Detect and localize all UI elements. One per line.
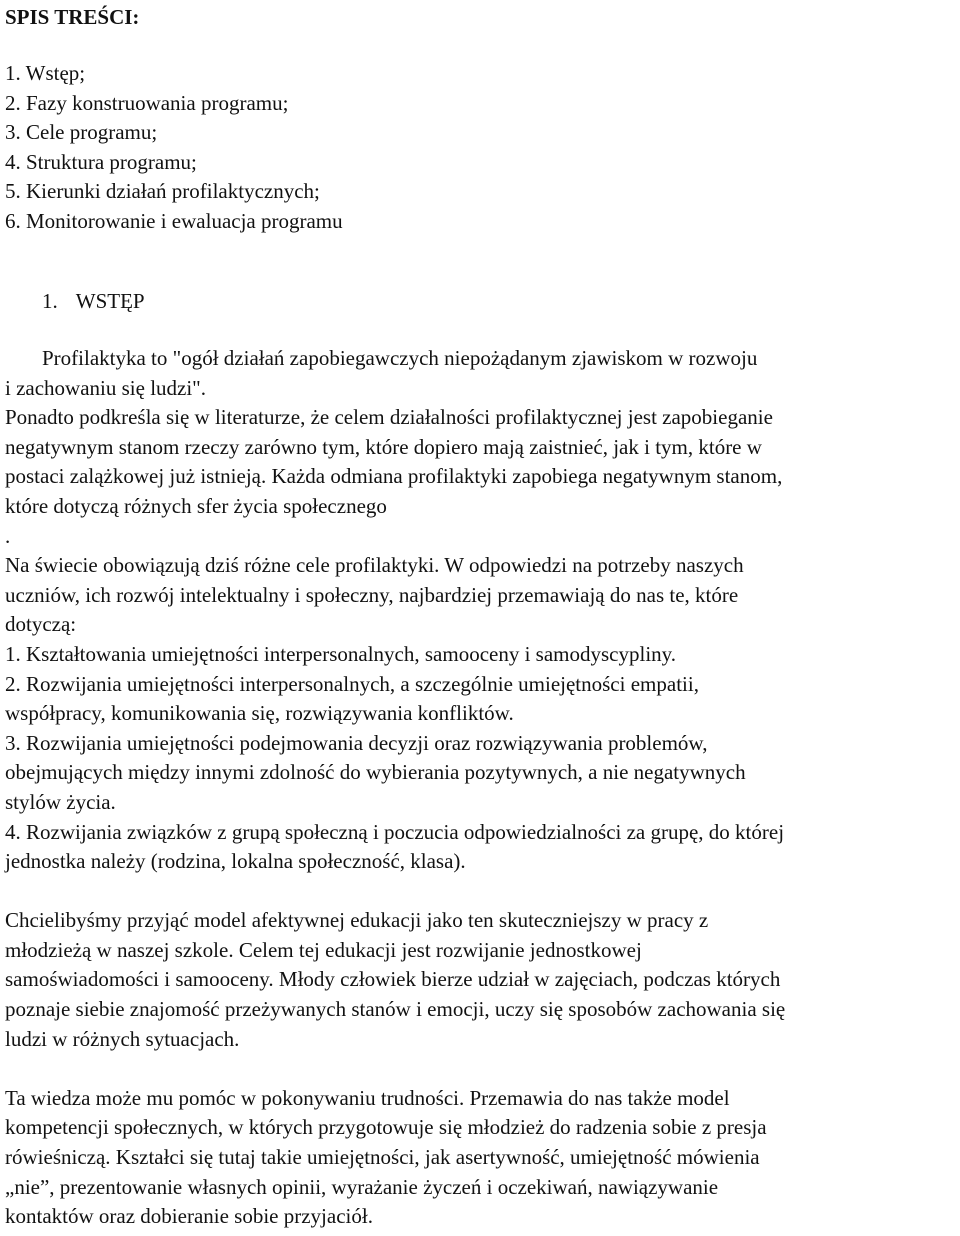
text-line: kontaktów oraz dobieranie sobie przyjaciół. xyxy=(5,1204,373,1229)
text-line: jednostka należy (rodzina, lokalna społeczność, klasa). xyxy=(5,849,466,874)
blank-line xyxy=(5,877,957,907)
text-line: Chcielibyśmy przyjąć model afektywnej edukacji jako ten skuteczniejszy w pracy z xyxy=(5,908,709,933)
text-line: 1. Kształtowania umiejętności interpersonalnych, samooceny i samodyscypliny. xyxy=(5,641,677,666)
text-line: 2. Rozwijania umiejętności interpersonalnych, a szczególnie umiejętności empatii, xyxy=(5,671,699,696)
text-line: kompetencji społecznych, w których przygotowuje się młodzież do radzenia sobie z presja xyxy=(5,1115,767,1140)
text-line: samoświadomości i samooceny. Młody człowiek bierze udział w zajęciach, podczas których xyxy=(5,967,781,992)
toc-item: 6. Monitorowanie i ewaluacja programu xyxy=(5,208,343,233)
text-line: . xyxy=(5,523,11,548)
blank-line xyxy=(5,1054,957,1084)
toc-title: SPIS TREŚCI: xyxy=(5,5,140,29)
text-line: które dotyczą różnych sfer życia społecznego xyxy=(5,493,387,518)
text-line: Ponadto podkreśla się w literaturze, że celem działalności profilaktycznej jest zapobieganie xyxy=(5,405,773,430)
text-line: i zachowaniu się ludzi". xyxy=(5,375,207,400)
toc-item: 2. Fazy konstruowania programu; xyxy=(5,90,289,115)
toc-item: 4. Struktura programu; xyxy=(5,149,197,174)
toc-item: 1. Wstęp; xyxy=(5,61,86,85)
text-line: postaci zalążkowej już istnieją. Każda odmiana profilaktyki zapobiega negatywnym stanom, xyxy=(5,464,783,489)
text-line: uczniów, ich rozwój intelektualny i społeczny, najbardziej przemawiają do nas te, które xyxy=(5,582,739,607)
paragraph xyxy=(5,1084,957,1232)
paragraph xyxy=(5,344,957,877)
text-line: rówieśniczą. Kształci się tutaj takie umiejętności, jak asertywność, umiejętność mówienia xyxy=(5,1145,760,1170)
text-line: współpracy, komunikowania się, rozwiązywania konfliktów. xyxy=(5,701,514,726)
text-line: ludzi w różnych sytuacjach. xyxy=(5,1026,240,1051)
text-line: stylów życia. xyxy=(5,789,116,814)
body-text xyxy=(5,344,957,1232)
toc-item: 5. Kierunki działań profilaktycznych; xyxy=(5,179,320,204)
toc-item: 3. Cele programu; xyxy=(5,120,158,145)
text-line: negatywnym stanom rzeczy zarówno tym, które dopiero mają zaistnieć, jak i tym, które w xyxy=(5,434,762,459)
toc-list xyxy=(5,59,343,237)
text-line: „nie”, prezentowanie własnych opinii, wyrażanie życzeń i oczekiwań, nawiązywanie xyxy=(5,1174,719,1199)
text-line: Profilaktyka to "ogół działań zapobiegawczych niepożądanym zjawiskom w rozwoju xyxy=(42,346,758,370)
paragraph xyxy=(5,906,957,1054)
text-line: 3. Rozwijania umiejętności podejmowania decyzji oraz rozwiązywania problemów, xyxy=(5,730,708,755)
text-line: Ta wiedza może mu pomóc w pokonywaniu trudności. Przemawia do nas także model xyxy=(5,1085,730,1110)
text-line: Na świecie obowiązują dziś różne cele profilaktyki. W odpowiedzi na potrzeby naszych xyxy=(5,553,744,578)
section-title: WSTĘP xyxy=(75,289,145,313)
text-line: dotyczą: xyxy=(5,612,77,637)
text-line: poznaje siebie znajomość przeżywanych stanów i emocji, uczy się sposobów zachowania się xyxy=(5,997,786,1022)
section-number: 1. xyxy=(42,289,58,313)
text-line: młodzieżą w naszej szkole. Celem tej edukacji jest rozwijanie jednostkowej xyxy=(5,937,642,962)
text-line: 4. Rozwijania związków z grupą społeczną i poczucia odpowiedzialności za grupę, do której xyxy=(5,819,785,844)
text-line: obejmujących między innymi zdolność do wybierania pozytywnych, a nie negatywnych xyxy=(5,760,746,785)
section-heading xyxy=(42,287,145,317)
